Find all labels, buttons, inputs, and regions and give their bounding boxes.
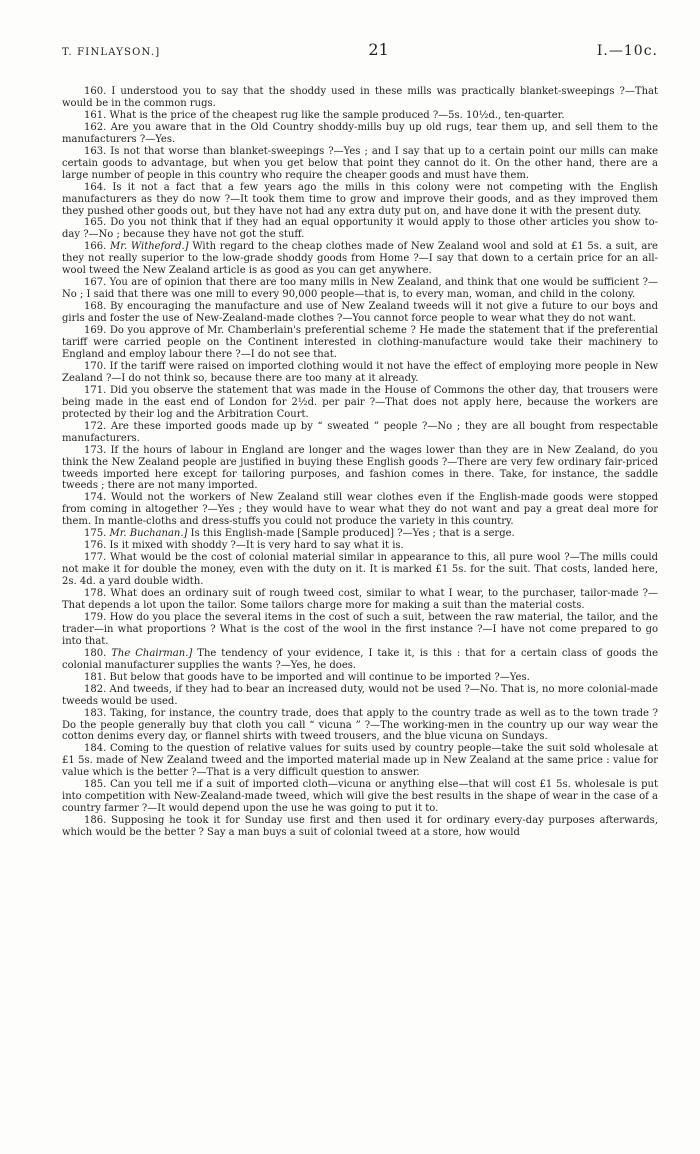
paragraph-text: 177. What would be the cost of colonial material similar in appearance to this, all pure wool ?—The mills could not make it for double the money, even with the duty on it. It is marked £1 5s. for the suit. That costs, landed here, 2s. 4d. a yard double width.: [62, 552, 658, 588]
paragraph-text: Is this English-made [Sample produced] ?—Yes ; that is a serge.: [190, 528, 515, 540]
paragraph-text: 172. Are these imported goods made up by “ sweated ” people ?—No ; they are all bought from respectable manufacturers.: [62, 420, 658, 444]
evidence-paragraph: [62, 445, 658, 493]
paragraph-text: 168. By encouraging the manufacture and use of New Zealand tweeds will it not give a future to our boys and girls and foster the use of New-Zealand-made clothes ?—You cannot force people to wear what they do not want.: [62, 301, 658, 325]
page-header: [62, 40, 658, 64]
paragraph-text: 167. You are of opinion that there are too many mills in New Zealand, and think that one would be sufficient ?—No ; I said that there was one mill to every 90,000 people—that is, to every man, woman, and child in the colony.: [62, 277, 658, 301]
evidence-paragraph: [62, 301, 658, 325]
evidence-paragraph: [62, 779, 658, 815]
paragraph-text: 176. Is it mixed with shoddy ?—It is very hard to say what it is.: [84, 540, 404, 552]
speaker-name: Mr. Witheford.]: [110, 241, 189, 253]
paragraph-text: 165. Do you not think that if they had an equal opportunity it would apply to those other articles you show to-day ?—No ; because they have not got the stuff.: [62, 217, 658, 241]
evidence-paragraph: [62, 217, 658, 241]
evidence-paragraph: [62, 277, 658, 301]
evidence-body: [62, 86, 658, 839]
witness-name: T. FINLAYSON.]: [62, 47, 161, 58]
paragraph-text: 170. If the tariff were raised on imported clothing would it not have the effect of employing more people in New Zealand ?—I do not think so, because there are too many at it already.: [62, 360, 658, 384]
paragraph-text: With regard to the cheap clothes made of New Zealand wool and sold at £1 5s. a suit, are they not really superior to the low-grade shoddy goods from Home ?—I say that down to a certain price for an all-wool tweed the New Zealand article is as good as you can get anywhere.: [62, 241, 658, 277]
evidence-paragraph: [62, 241, 658, 277]
evidence-paragraph: [62, 421, 658, 445]
evidence-paragraph: [62, 540, 658, 552]
evidence-paragraph: [62, 325, 658, 361]
paragraph-text: The tendency of your evidence, I take it, is this : that for a certain class of goods the colonial manufacturer supplies the wants ?—Yes, he does.: [62, 647, 658, 671]
evidence-paragraph: [62, 815, 658, 839]
paragraph-text: 173. If the hours of labour in England are longer and the wages lower than they are in New Zealand, do you think the New Zealand people are justified in buying these English goods ?—There are very few ordinary fair-priced tweeds imported here except for tailoring purposes, and fashion comes in there. Take, for instance, the saddle tweeds ; there are not many imported.: [62, 444, 658, 492]
evidence-paragraph: [62, 110, 658, 122]
paragraph-text: 160. I understood you to say that the shoddy used in these mills was practically blanket-sweepings ?—That would be in the common rugs.: [62, 86, 658, 109]
paragraph-text: 174. Would not the workers of New Zealand still wear clothes even if the English-made goods were stopped from coming in altogether ?—Yes ; they would have to wear what they do not want and pay a great deal more for them. In mantle-cloths and dress-stuffs you could not produce the variety in this country.: [62, 492, 658, 528]
evidence-paragraph: [62, 146, 658, 182]
paragraph-text: 184. Coming to the question of relative values for suits used by country people—take the suit sold wholesale at £1 5s. made of New Zealand tweed and the imported material made up in New Zealand at the same price : value for value which is the better ?—That is a very difficult question to answer.: [62, 743, 658, 779]
paragraph-text: 164. Is it not a fact that a few years ago the mills in this colony were not competing with the English manufacturers as they do now ?—It took them time to grow and improve their goods, and as they improved them they pushed other goods out, but they have not had any extra duty put on, and have done it with the present duty.: [62, 181, 658, 217]
paper-reference: I.—10c.: [596, 43, 658, 59]
evidence-paragraph: [62, 122, 658, 146]
evidence-paragraph: [62, 492, 658, 528]
speaker-name: Mr. Buchanan.]: [109, 528, 188, 540]
evidence-paragraph: [62, 612, 658, 648]
paragraph-text: 171. Did you observe the statement that was made in the House of Commons the other day, that trousers were being made in the east end of London for 2½d. per pair ?—That does not apply here, because the workers are protected by their log and the Arbitration Court.: [62, 384, 658, 420]
paragraph-text: 179. How do you place the several items in the cost of such a suit, between the raw material, the tailor, and the trader—in what proportions ? What is the cost of the wool in the first instance ?—I have not come prepared to go into that.: [62, 611, 658, 647]
evidence-paragraph: [62, 648, 658, 672]
evidence-paragraph: [62, 588, 658, 612]
evidence-paragraph: [62, 361, 658, 385]
evidence-paragraph: [62, 86, 658, 110]
paragraph-text: 186. Supposing he took it for Sunday use first and then used it for ordinary every-day purposes afterwards, which would be the better ? Say a man buys a suit of colonial tweed at a store, how would: [62, 815, 658, 839]
evidence-paragraph: [62, 552, 658, 588]
question-number: 180.: [84, 647, 107, 659]
evidence-paragraph: [62, 708, 658, 744]
paragraph-text: 161. What is the price of the cheapest rug like the sample produced ?—5s. 10½d., ten-quarter.: [84, 109, 565, 121]
paragraph-text: 163. Is not that worse than blanket-sweepings ?—Yes ; and I say that up to a certain point our mills can make certain goods to advantage, but when you get below that point they cannot do it. On the other hand, there are a large number of people in this country who require the cheaper goods and must have them.: [62, 145, 658, 181]
paragraph-text: 185. Can you tell me if a suit of imported cloth—vicuna or anything else—that will cost £1 5s. wholesale is put into competition with New-Zealand-made tweed, which will give the best results in the shape of wear in the case of a country farmer ?—It would depend upon the use he was going to put it to.: [62, 779, 658, 815]
page-number: 21: [368, 40, 389, 59]
evidence-paragraph: [62, 528, 658, 540]
paragraph-text: 162. Are you aware that in the Old Country shoddy-mills buy up old rugs, tear them up, and sell them to the manufacturers ?—Yes.: [62, 121, 658, 145]
question-number: 166.: [84, 241, 107, 253]
speaker-name: The Chairman.]: [111, 647, 193, 659]
paragraph-text: 182. And tweeds, if they had to bear an increased duty, would not be used ?—No. That is, no more colonial-made tweeds would be used.: [62, 683, 658, 707]
evidence-paragraph: [62, 743, 658, 779]
evidence-paragraph: [62, 684, 658, 708]
paragraph-text: 183. Taking, for instance, the country trade, does that apply to the country trade as well as to the town trade ? Do the people generally buy that cloth you call “ vicuna ” ?—The working-men in the country up our way wear the cotton denims every day, or flannel shirts with tweed trousers, and the blue vicuna on Sundays.: [62, 707, 658, 743]
evidence-paragraph: [62, 182, 658, 218]
question-number: 175.: [84, 528, 107, 540]
evidence-paragraph: [62, 385, 658, 421]
evidence-paragraph: [62, 672, 658, 684]
paragraph-text: 181. But below that goods have to be imported and will continue to be imported ?—Yes.: [84, 671, 530, 683]
paragraph-text: 178. What does an ordinary suit of rough tweed cost, similar to what I wear, to the purchaser, tailor-made ?—That depends a lot upon the tailor. Some tailors charge more for making a suit than the material costs.: [62, 588, 658, 611]
paragraph-text: 169. Do you approve of Mr. Chamberlain's preferential scheme ? He made the statement that if the preferential tariff were carried people on the Continent interested in clothing-manufacture would take their machinery to England and employ labour there ?—I do not see that.: [62, 325, 658, 360]
